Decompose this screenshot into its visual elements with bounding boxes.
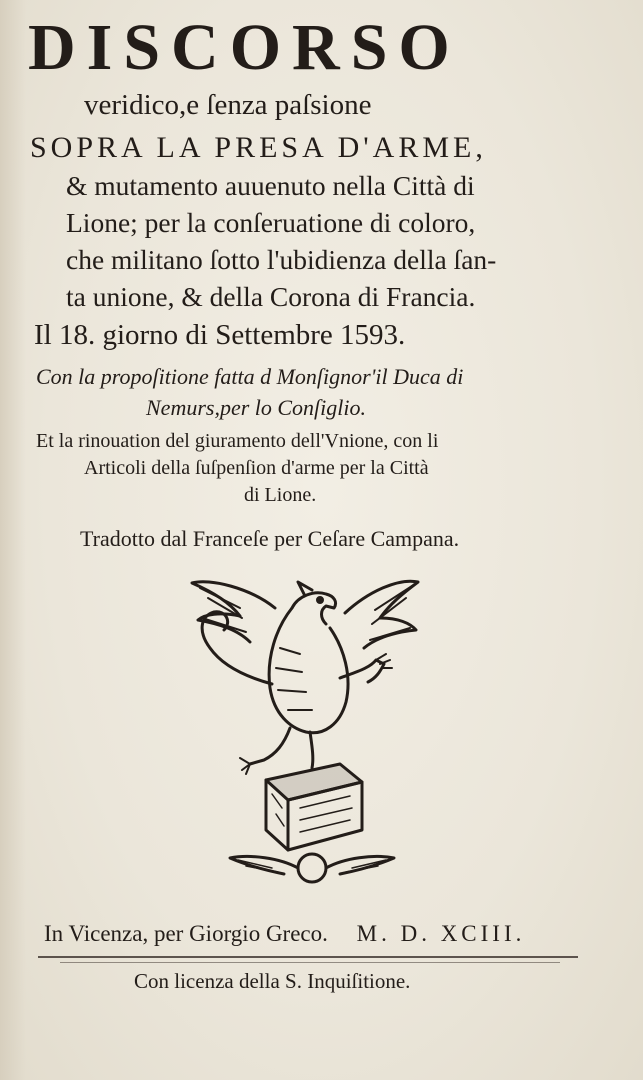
- griffin-on-cube-emblem-icon: [180, 568, 430, 888]
- italic-line-2: Nemurs,per lo Conſiglio.: [146, 395, 367, 420]
- translator-line: Tradotto dal Franceſe per Ceſare Campana.: [80, 526, 460, 551]
- license-line: Con licenza della S. Inquiſitione.: [134, 969, 411, 993]
- small-line-2: Articoli della ſuſpenſion d'arme per la Città: [84, 457, 429, 479]
- body-line-1: & mutamento auuenuto nella Città di: [66, 170, 475, 201]
- divider-rule: [38, 956, 578, 958]
- binding-shadow: [0, 0, 26, 1080]
- imprint-place-printer: In Vicenza, per Giorgio Greco.: [44, 921, 328, 946]
- date-line: Il 18. giorno di Settembre 1593.: [34, 319, 406, 351]
- body-line-2: Lione; per la conſeruatione di coloro,: [66, 207, 476, 238]
- small-line-1: Et la rinouation del giuramento dell'Vnione, con li: [36, 430, 439, 452]
- subtitle-line-2: SOPRA LA PRESA D'ARME,: [30, 131, 487, 164]
- divider-rule-secondary: [60, 962, 560, 963]
- imprint-line: [44, 920, 525, 948]
- subtitle-line-1: veridico,e ſenza paſsione: [84, 89, 372, 121]
- small-line-3: di Lione.: [244, 484, 317, 506]
- imprint-year: M. D. XCIII.: [356, 921, 526, 946]
- body-line-3: che militano ſotto l'ubidienza della ſan-: [66, 244, 497, 275]
- italic-line-1: Con la propoſitione fatta d Monſignor'il Duca di: [36, 364, 464, 389]
- main-title: DISCORSO: [28, 11, 461, 84]
- body-line-4: ta unione, & della Corona di Francia.: [66, 281, 476, 312]
